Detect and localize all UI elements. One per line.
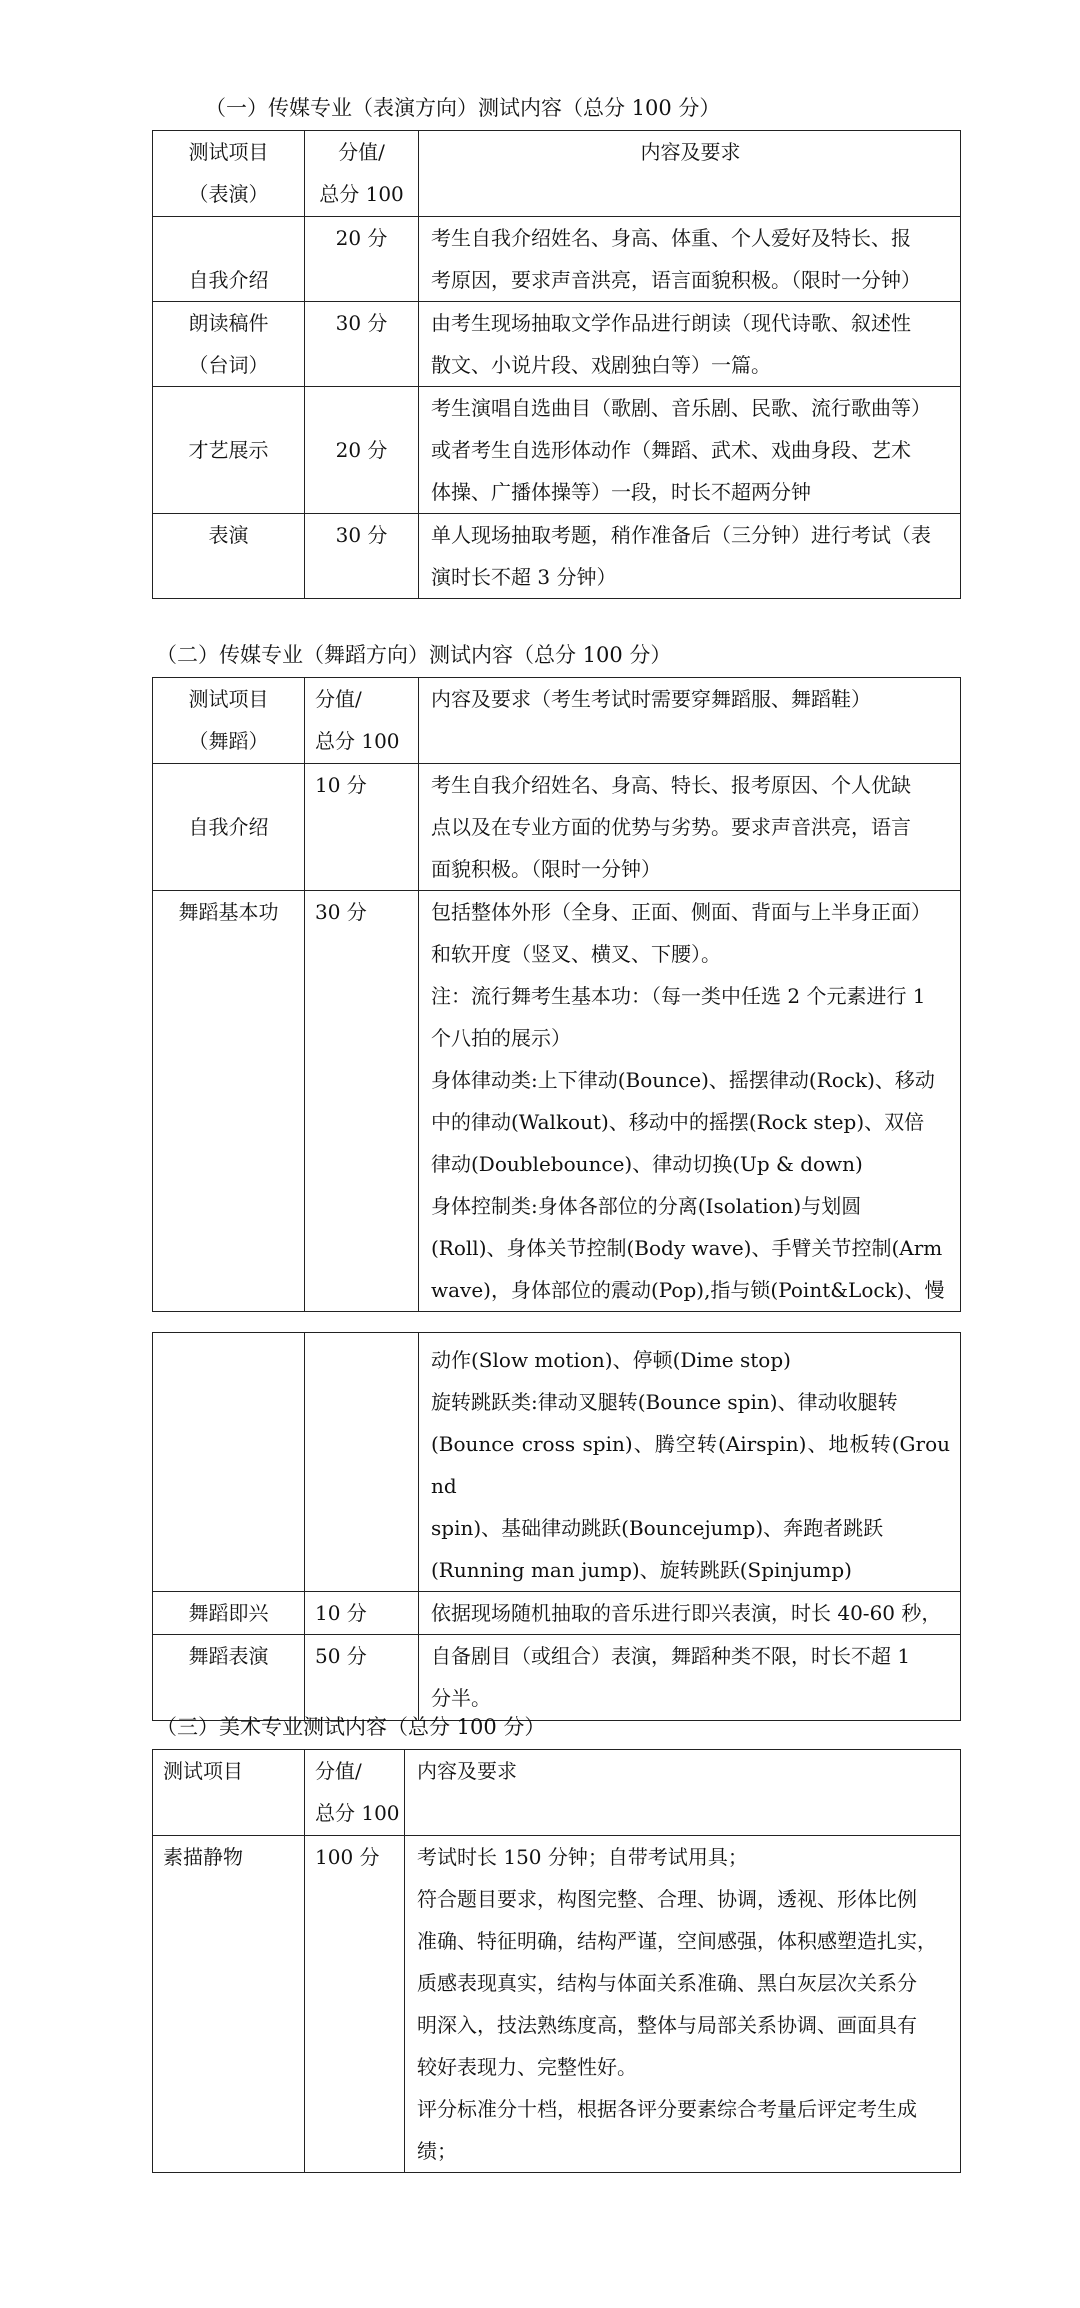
table-header-row [153, 678, 961, 764]
section2-table-continued [152, 1332, 961, 1721]
row-item-line1: 朗读稿件 [188, 311, 269, 335]
row-content-line: 准确、特征明确，结构严谨，空间感强，体积感塑造扎实， [417, 1929, 937, 1953]
row-content-line: 演时长不超 3 分钟） [431, 565, 617, 589]
table-row [153, 1592, 961, 1635]
row-content-line: 身体控制类:身体各部位的分离(Isolation)与划圆 [431, 1194, 862, 1218]
row-content-line: 律动(Doublebounce)、律动切换(Up & down) [431, 1152, 863, 1176]
table-row [153, 217, 961, 302]
row-content-line: 考原因，要求声音洪亮，语言面貌积极。（限时一分钟） [431, 268, 921, 292]
header-item-line2: （舞蹈） [188, 729, 269, 753]
header-score-line1: 分值/ [315, 687, 362, 711]
row-content-line: 或者考生自选形体动作（舞蹈、武术、戏曲身段、艺术 [431, 438, 911, 462]
row-item: 舞蹈即兴 [153, 1592, 305, 1635]
row-content-line: 散文、小说片段、戏剧独白等）一篇。 [431, 353, 771, 377]
table-header-row [153, 1750, 961, 1836]
section3-title: （三）美术专业测试内容（总分 100 分） [156, 1715, 546, 1739]
table-row [153, 1333, 961, 1592]
row-item-line2: （台词） [188, 353, 269, 377]
row-item: 自我介绍 [188, 815, 269, 839]
section1-title: （一）传媒专业（表演方向）测试内容（总分 100 分） [205, 96, 721, 120]
row-content-line: 点以及在专业方面的优势与劣势。要求声音洪亮，语言 [431, 815, 911, 839]
row-content-line: spin)、基础律动跳跃(Bouncejump)、奔跑者跳跃 [431, 1516, 884, 1540]
row-content-line: 质感表现真实，结构与体面关系准确、黑白灰层次关系分 [417, 1971, 917, 1995]
header-score-line2: 总分 100 [315, 1801, 400, 1825]
row-content-line: 中的律动(Walkout)、移动中的摇摆(Rock step)、双倍 [431, 1110, 925, 1134]
table-row [153, 764, 961, 891]
row-content-line: 个八拍的展示） [431, 1026, 571, 1050]
row-content-line: 体操、广播体操等）一段，时长不超两分钟 [431, 480, 811, 504]
row-item: 才艺展示 [188, 438, 269, 462]
row-content-line: 包括整体外形（全身、正面、侧面、背面与上半身正面） [431, 900, 931, 924]
table-row [153, 1635, 961, 1721]
section1-table [152, 130, 961, 599]
row-score: 100 分 [305, 1836, 405, 2173]
row-content-line: 单人现场抽取考题，稍作准备后（三分钟）进行考试（表 [431, 523, 931, 547]
row-content-line: 面貌积极。（限时一分钟） [431, 857, 661, 881]
row-score: 30 分 [305, 891, 419, 1312]
row-content-line: wave)，身体部位的震动(Pop),指与锁(Point&Lock)、慢 [431, 1278, 945, 1302]
header-score-line2: 总分 100 [319, 182, 404, 206]
header-score-line2: 总分 100 [315, 729, 400, 753]
header-content: 内容及要求 [640, 140, 741, 164]
header-score-line1: 分值/ [315, 1759, 362, 1783]
table-row [153, 891, 961, 1312]
row-item: 表演 [153, 514, 305, 599]
table-header-row [153, 131, 961, 217]
row-content-line: (Bounce cross spin)、腾空转(Airspin)、地板转(Ground [431, 1432, 950, 1498]
section3-table [152, 1749, 961, 2173]
row-score: 20 分 [305, 217, 419, 302]
table-row [153, 514, 961, 599]
row-content-line: 由考生现场抽取文学作品进行朗读（现代诗歌、叙述性 [431, 311, 911, 335]
row-content-line: 考生自我介绍姓名、身高、体重、个人爱好及特长、报 [431, 226, 911, 250]
section2-table [152, 677, 961, 1312]
row-score: 10 分 [305, 1592, 419, 1635]
row-content-line: 考生演唱自选曲目（歌剧、音乐剧、民歌、流行歌曲等） [431, 396, 931, 420]
row-content-line: 绩； [417, 2139, 457, 2163]
row-content-line: (Running man jump)、旋转跳跃(Spinjump) [431, 1558, 852, 1582]
row-content-line: 动作(Slow motion)、停顿(Dime stop) [431, 1348, 791, 1372]
row-score: 20 分 [335, 438, 388, 462]
row-item: 舞蹈基本功 [153, 891, 305, 1312]
row-item: 舞蹈表演 [153, 1635, 305, 1721]
row-score: 50 分 [305, 1635, 419, 1721]
row-item: 自我介绍 [188, 268, 269, 292]
row-score: 30 分 [305, 514, 419, 599]
table-row [153, 387, 961, 514]
row-content-line: 明深入，技法熟练度高，整体与局部关系协调、画面具有 [417, 2013, 917, 2037]
row-content-line: 评分标准分十档，根据各评分要素综合考量后评定考生成 [417, 2097, 917, 2121]
table-row [153, 302, 961, 387]
row-content-line: (Roll)、身体关节控制(Body wave)、手臂关节控制(Arm [431, 1236, 943, 1260]
row-score: 30 分 [305, 302, 419, 387]
row-content-line: 注：流行舞考生基本功：（每一类中任选 2 个元素进行 1 [431, 984, 926, 1008]
header-content: 内容及要求（考生考试时需要穿舞蹈服、舞蹈鞋） [431, 687, 871, 711]
header-item: 测试项目 [153, 1750, 305, 1836]
row-content-line: 旋转跳跃类:律动叉腿转(Bounce spin)、律动收腿转 [431, 1390, 898, 1414]
row-content-line: 考生自我介绍姓名、身高、特长、报考原因、个人优缺 [431, 773, 911, 797]
header-score-line1: 分值/ [338, 140, 385, 164]
row-content-line: 依据现场随机抽取的音乐进行即兴表演，时长 40-60 秒， [431, 1601, 942, 1625]
header-item-line1: 测试项目 [188, 687, 269, 711]
section2-title: （二）传媒专业（舞蹈方向）测试内容（总分 100 分） [156, 643, 672, 667]
row-score: 10 分 [305, 764, 419, 891]
row-content-line: 身体律动类:上下律动(Bounce)、摇摆律动(Rock)、移动 [431, 1068, 935, 1092]
row-content-line: 和软开度（竖叉、横叉、下腰）。 [431, 942, 721, 966]
row-content-line: 考试时长 150 分钟；自带考试用具； [417, 1845, 748, 1869]
row-content-line: 分半。 [431, 1686, 491, 1710]
header-content: 内容及要求 [417, 1759, 517, 1783]
header-item-line1: 测试项目 [188, 140, 269, 164]
row-item: 素描静物 [153, 1836, 305, 2173]
table-row [153, 1836, 961, 2173]
row-content-line: 较好表现力、完整性好。 [417, 2055, 637, 2079]
header-item-line2: （表演） [188, 182, 269, 206]
row-content-line: 自备剧目（或组合）表演，舞蹈种类不限，时长不超 1 [431, 1644, 911, 1668]
row-content-line: 符合题目要求，构图完整、合理、协调，透视、形体比例 [417, 1887, 917, 1911]
